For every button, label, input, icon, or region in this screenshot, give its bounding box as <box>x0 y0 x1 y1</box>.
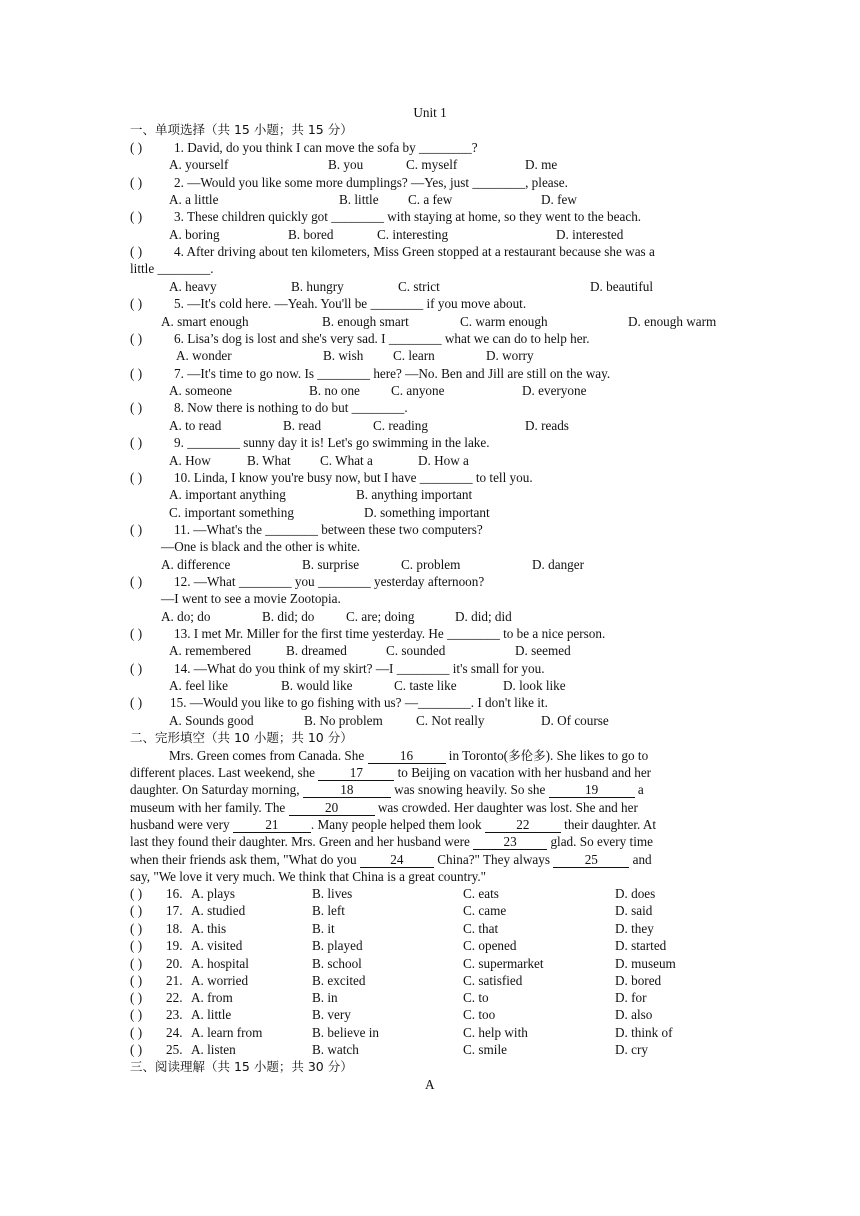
question-stem: 4. After driving about ten kilometers, Miss Green stopped at a restaurant because she was a <box>174 244 655 259</box>
option-d: D. they <box>615 921 654 936</box>
item-number: 17. <box>166 903 183 918</box>
option-a: A. yourself <box>169 157 229 172</box>
passage-line: museum with her family. The 20 was crowded. Her daughter was lost. She and her <box>130 800 638 815</box>
option-b: B. dreamed <box>286 643 347 658</box>
option-b: B. very <box>312 1007 351 1022</box>
option-a: A. from <box>191 990 233 1005</box>
option-d: D. How a <box>418 453 469 468</box>
blank-21[interactable]: 21 <box>233 818 311 833</box>
option-c: C. taste like <box>394 678 457 693</box>
option-a: A. to read <box>169 418 222 433</box>
blank-22[interactable]: 22 <box>485 818 561 833</box>
option-c: C. important something <box>169 505 294 520</box>
option-c: C. eats <box>463 886 499 901</box>
option-a: A. difference <box>161 557 231 572</box>
question-stem: 14. —What do you think of my skirt? —I ________ it's small for you. <box>174 661 545 676</box>
option-b: B. No problem <box>304 713 383 728</box>
option-d: D. does <box>615 886 656 901</box>
option-a: A. worried <box>191 973 249 988</box>
page-title: Unit 1 <box>413 105 447 120</box>
option-d: D. said <box>615 903 653 918</box>
item-number: 25. <box>166 1042 183 1057</box>
question-stem: 10. Linda, I know you're busy now, but I have ________ to tell you. <box>174 470 533 485</box>
option-c: C. reading <box>373 418 428 433</box>
answer-paren[interactable]: ( ) <box>130 435 143 450</box>
answer-paren[interactable]: ( ) <box>130 626 143 641</box>
question-stem: 6. Lisa’s dog is lost and she's very sad. I ________ what we can do to help her. <box>174 331 590 346</box>
question-stem: 11. —What's the ________ between these two computers? <box>174 522 483 537</box>
option-a: A. hospital <box>191 956 249 971</box>
option-d: D. for <box>615 990 647 1005</box>
option-b: B. left <box>312 903 345 918</box>
answer-paren[interactable]: ( ) <box>130 990 143 1005</box>
blank-25[interactable]: 25 <box>553 853 629 868</box>
option-a: A. important anything <box>169 487 286 502</box>
answer-paren[interactable]: ( ) <box>130 661 143 676</box>
passage-label: A <box>425 1077 435 1092</box>
answer-paren[interactable]: ( ) <box>130 244 143 259</box>
option-a: A. learn from <box>191 1025 263 1040</box>
answer-paren[interactable]: ( ) <box>130 695 143 710</box>
answer-paren[interactable]: ( ) <box>130 1042 143 1057</box>
option-a: A. boring <box>169 227 220 242</box>
blank-18[interactable]: 18 <box>303 783 391 798</box>
option-d: D. danger <box>532 557 584 572</box>
answer-paren[interactable]: ( ) <box>130 470 143 485</box>
answer-paren[interactable]: ( ) <box>130 886 143 901</box>
question-stem: 3. These children quickly got ________ with staying at home, so they went to the beach. <box>174 209 642 224</box>
option-d: D. bored <box>615 973 662 988</box>
option-a: A. How <box>169 453 211 468</box>
item-number: 18. <box>166 921 183 936</box>
option-d: D. reads <box>525 418 569 433</box>
option-b: B. watch <box>312 1042 359 1057</box>
answer-paren[interactable]: ( ) <box>130 973 143 988</box>
option-c: C. problem <box>401 557 461 572</box>
option-b: B. would like <box>281 678 353 693</box>
option-c: C. help with <box>463 1025 528 1040</box>
passage-line: last they found their daughter. Mrs. Green and her husband were 23 glad. So every time <box>130 834 653 849</box>
option-c: C. interesting <box>377 227 449 242</box>
question-stem: 2. —Would you like some more dumplings? —Yes, just ________, please. <box>174 175 568 190</box>
answer-paren[interactable]: ( ) <box>130 175 143 190</box>
option-b: B. you <box>328 157 364 172</box>
option-d: D. everyone <box>522 383 587 398</box>
question-stem: 13. I met Mr. Miller for the first time yesterday. He ________ to be a nice person. <box>174 626 606 641</box>
option-b: B. no one <box>309 383 360 398</box>
option-d: D. museum <box>615 956 676 971</box>
option-a: A. smart enough <box>161 314 249 329</box>
passage-line: say, "We love it very much. We think that China is a great country." <box>130 869 487 884</box>
option-b: B. did; do <box>262 609 315 624</box>
option-c: C. to <box>463 990 489 1005</box>
option-d: D. started <box>615 938 667 953</box>
question-stem-continued: —One is black and the other is white. <box>161 539 361 554</box>
passage-line: husband were very 21 . Many people helped them look 22 their daughter. At <box>130 817 657 832</box>
blank-23[interactable]: 23 <box>473 835 547 850</box>
answer-paren[interactable]: ( ) <box>130 140 143 155</box>
option-b: B. wish <box>323 348 364 363</box>
option-a: A. little <box>191 1007 232 1022</box>
blank-19[interactable]: 19 <box>549 783 635 798</box>
passage-line: when their friends ask them, "What do you 24 China?" They always 25 and <box>130 852 652 867</box>
question-stem: 9. ________ sunny day it is! Let's go swimming in the lake. <box>174 435 490 450</box>
blank-20[interactable]: 20 <box>289 801 375 816</box>
option-d: D. look like <box>503 678 566 693</box>
option-c: C. strict <box>398 279 440 294</box>
question-stem: 15. —Would you like to go fishing with us? —________. I don't like it. <box>170 695 548 710</box>
option-a: A. plays <box>191 886 235 901</box>
question-stem: 7. —It's time to go now. Is ________ here? —No. Ben and Jill are still on the way. <box>174 366 611 381</box>
answer-paren[interactable]: ( ) <box>130 956 143 971</box>
answer-paren[interactable]: ( ) <box>130 903 143 918</box>
option-d: D. beautiful <box>590 279 653 294</box>
option-c: C. anyone <box>391 383 445 398</box>
option-c: C. came <box>463 903 507 918</box>
option-c: C. that <box>463 921 499 936</box>
option-b: B. believe in <box>312 1025 380 1040</box>
option-d: D. interested <box>556 227 624 242</box>
option-a: A. heavy <box>169 279 217 294</box>
answer-paren[interactable]: ( ) <box>130 400 143 415</box>
item-number: 21. <box>166 973 183 988</box>
option-a: A. studied <box>191 903 246 918</box>
question-stem: 5. —It's cold here. —Yeah. You'll be ________ if you move about. <box>174 296 527 311</box>
option-b: B. played <box>312 938 363 953</box>
option-c: C. opened <box>463 938 517 953</box>
passage-line: daughter. On Saturday morning, 18 was snowing heavily. So she 19 a <box>130 782 644 797</box>
answer-paren[interactable]: ( ) <box>130 296 143 311</box>
answer-paren[interactable]: ( ) <box>130 921 143 936</box>
option-c: C. a few <box>408 192 453 207</box>
option-d: D. seemed <box>515 643 571 658</box>
option-a: A. listen <box>191 1042 236 1057</box>
option-b: B. hungry <box>291 279 344 294</box>
question-stem-continued: little ________. <box>130 261 214 276</box>
item-number: 23. <box>166 1007 183 1022</box>
question-stem-continued: —I went to see a movie Zootopia. <box>161 591 341 606</box>
option-c: C. What a <box>320 453 373 468</box>
option-d: D. Of course <box>541 713 609 728</box>
section-heading-reading: 三、阅读理解（共 15 小题；共 30 分） <box>130 1059 353 1074</box>
option-a: A. Sounds good <box>169 713 254 728</box>
section-heading-single-choice: 一、单项选择（共 15 小题；共 15 分） <box>130 122 353 137</box>
answer-paren[interactable]: ( ) <box>130 1025 143 1040</box>
option-c: C. supermarket <box>463 956 544 971</box>
option-c: C. learn <box>393 348 435 363</box>
option-b: B. What <box>247 453 291 468</box>
option-b: B. lives <box>312 886 353 901</box>
option-d: D. cry <box>615 1042 648 1057</box>
answer-paren[interactable]: ( ) <box>130 522 143 537</box>
option-b: B. excited <box>312 973 366 988</box>
option-c: C. too <box>463 1007 496 1022</box>
option-d: D. worry <box>486 348 534 363</box>
option-c: C. sounded <box>386 643 446 658</box>
option-c: C. smile <box>463 1042 507 1057</box>
option-c: C. are; doing <box>346 609 415 624</box>
option-d: D. me <box>525 157 558 172</box>
option-b: B. school <box>312 956 362 971</box>
item-number: 19. <box>166 938 183 953</box>
option-d: D. few <box>541 192 577 207</box>
item-number: 22. <box>166 990 183 1005</box>
option-b: B. anything important <box>356 487 473 502</box>
option-a: A. feel like <box>169 678 228 693</box>
option-a: A. do; do <box>161 609 211 624</box>
option-a: A. visited <box>191 938 243 953</box>
question-stem: 1. David, do you think I can move the sofa by ________? <box>174 140 478 155</box>
passage-line: Mrs. Green comes from Canada. She 16 in Toronto(多伦多). She likes to go to <box>169 748 649 763</box>
option-b: B. surprise <box>302 557 360 572</box>
option-d: D. enough warm <box>628 314 717 329</box>
answer-paren[interactable]: ( ) <box>130 331 143 346</box>
option-c: C. myself <box>406 157 458 172</box>
answer-paren[interactable]: ( ) <box>130 574 143 589</box>
option-d: D. also <box>615 1007 653 1022</box>
item-number: 20. <box>166 956 183 971</box>
option-c: C. satisfied <box>463 973 523 988</box>
blank-24[interactable]: 24 <box>360 853 434 868</box>
option-d: D. something important <box>364 505 490 520</box>
question-stem: 8. Now there is nothing to do but ________. <box>174 400 408 415</box>
blank-17[interactable]: 17 <box>318 766 394 781</box>
passage-line: different places. Last weekend, she 17 to Beijing on vacation with her husband and her <box>130 765 652 780</box>
answer-paren[interactable]: ( ) <box>130 1007 143 1022</box>
answer-paren[interactable]: ( ) <box>130 209 143 224</box>
option-b: B. enough smart <box>322 314 409 329</box>
option-a: A. this <box>191 921 227 936</box>
option-b: B. little <box>339 192 379 207</box>
section-heading-cloze: 二、完形填空（共 10 小题；共 10 分） <box>130 730 353 745</box>
answer-paren[interactable]: ( ) <box>130 366 143 381</box>
item-number: 24. <box>166 1025 183 1040</box>
option-a: A. a little <box>169 192 219 207</box>
option-b: B. in <box>312 990 338 1005</box>
item-number: 16. <box>166 886 183 901</box>
option-d: D. did; did <box>455 609 512 624</box>
option-c: C. warm enough <box>460 314 548 329</box>
option-b: B. it <box>312 921 335 936</box>
option-a: A. someone <box>169 383 232 398</box>
option-b: B. read <box>283 418 322 433</box>
answer-paren[interactable]: ( ) <box>130 938 143 953</box>
option-a: A. wonder <box>176 348 232 363</box>
option-d: D. think of <box>615 1025 673 1040</box>
blank-16[interactable]: 16 <box>368 749 446 764</box>
option-a: A. remembered <box>169 643 252 658</box>
question-stem: 12. —What ________ you ________ yesterday afternoon? <box>174 574 485 589</box>
option-c: C. Not really <box>416 713 485 728</box>
option-b: B. bored <box>288 227 334 242</box>
